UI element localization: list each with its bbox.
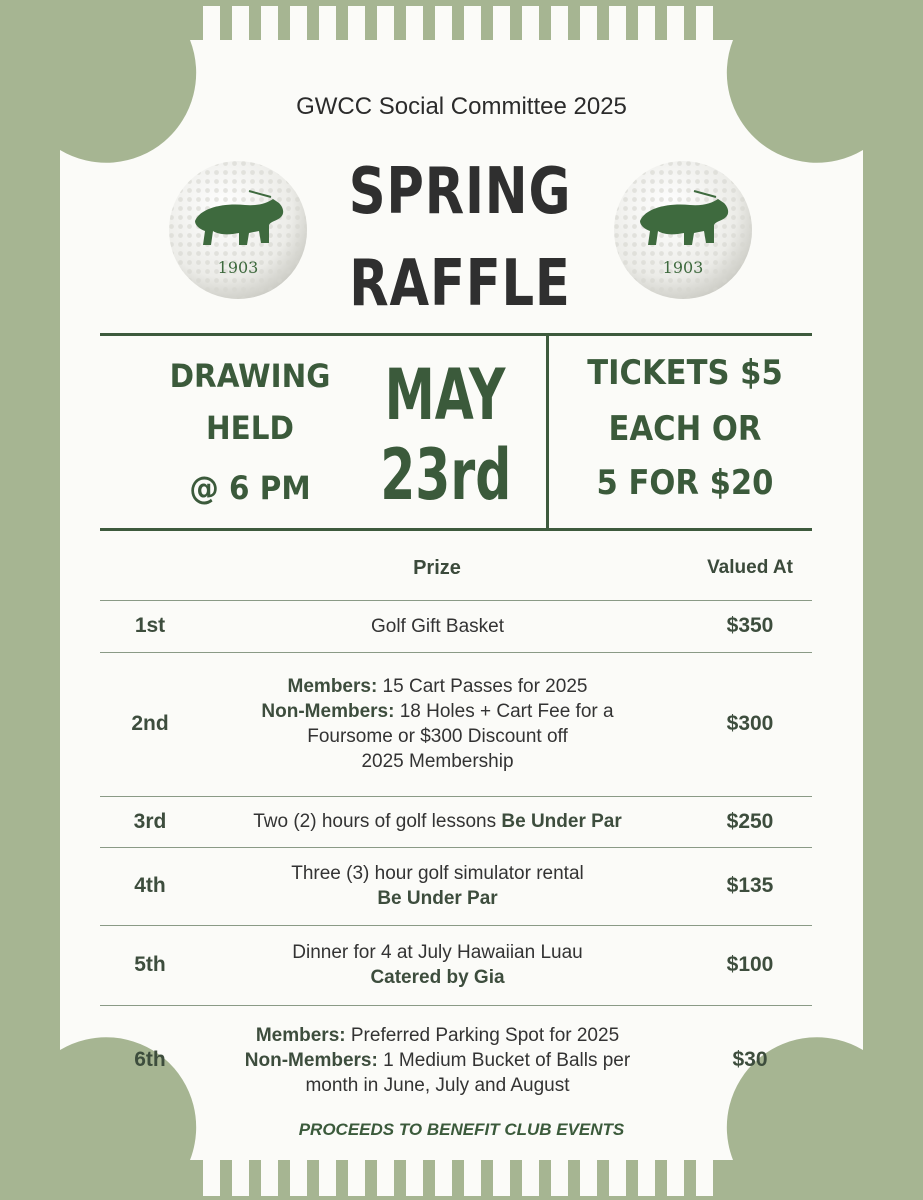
ticket-tooth	[319, 1156, 336, 1196]
value-column-header: Valued At	[707, 557, 793, 578]
table-row	[100, 847, 812, 925]
info-top-rule	[100, 333, 812, 336]
description-line	[200, 614, 675, 639]
prize-description	[200, 1023, 675, 1098]
description-text: Foursome or $300 Discount off	[307, 726, 568, 747]
description-text: Three (3) hour golf simulator rental	[291, 863, 584, 884]
prize-value: $135	[726, 874, 774, 897]
ticket-tooth	[580, 1156, 597, 1196]
tickets-line-2: EACH OR	[608, 409, 762, 449]
description-bold: Catered by Gia	[370, 967, 505, 988]
drawing-line-1: DRAWING	[169, 357, 331, 395]
ticket-tooth	[638, 1156, 655, 1196]
table-row	[100, 796, 812, 847]
title-spring: SPRING	[348, 155, 572, 229]
footer-note: PROCEEDS TO BENEFIT CLUB EVENTS	[298, 1120, 625, 1139]
description-line	[200, 886, 675, 911]
ticket-tooth	[667, 1156, 684, 1196]
description-bold: Non-Members:	[244, 1049, 378, 1071]
description-text: Golf Gift Basket	[370, 615, 505, 637]
ticket-tooth	[377, 1156, 394, 1196]
ticket-tooth	[406, 1156, 423, 1196]
ticket-tooth	[290, 1156, 307, 1196]
description-line	[200, 965, 675, 990]
description-bold: Be Under Par	[501, 811, 622, 832]
description-bold: Members:	[287, 676, 378, 697]
ticket-tooth	[493, 1156, 510, 1196]
committee-label: GWCC Social Committee 2025	[296, 93, 627, 120]
ticket-tooth	[609, 1156, 626, 1196]
prize-value: $100	[726, 953, 774, 976]
ticket-tooth	[261, 1156, 278, 1196]
description-line	[200, 809, 675, 834]
ticket-tooth	[464, 1156, 481, 1196]
ticket-tooth	[348, 1156, 365, 1196]
date-day: 23rd	[380, 434, 512, 516]
drawing-line-3: @ 6 PM	[189, 469, 311, 507]
description-text: Dinner for 4 at July Hawaiian Luau	[292, 942, 583, 963]
prize-place: 1st	[134, 614, 166, 637]
table-row	[100, 1005, 812, 1115]
date-month: MAY	[384, 354, 506, 436]
description-text: 1 Medium Bucket of Balls per	[377, 1049, 631, 1071]
description-text: 2025 Membership	[361, 751, 514, 772]
description-line	[200, 861, 675, 886]
tickets-line-3: 5 FOR $20	[596, 463, 774, 503]
description-line	[200, 1023, 675, 1048]
description-bold: Members:	[255, 1024, 346, 1046]
drawing-line-2: HELD	[206, 409, 294, 447]
ticket-tooth	[232, 1156, 249, 1196]
info-divider	[546, 336, 549, 528]
prize-description	[200, 861, 675, 911]
prize-place: 5th	[134, 953, 166, 976]
info-bottom-rule	[100, 528, 812, 531]
description-line	[200, 1073, 675, 1098]
description-line	[200, 1048, 675, 1073]
description-line	[200, 724, 675, 749]
description-bold: Be Under Par	[377, 888, 498, 909]
ticket-tooth	[203, 1156, 220, 1196]
prize-description	[200, 674, 675, 774]
description-line	[200, 940, 675, 965]
prize-place: 2nd	[131, 712, 169, 735]
prize-place: 4th	[134, 874, 166, 897]
table-row	[100, 600, 812, 652]
ticket-tooth	[435, 1156, 452, 1196]
prize-description	[200, 614, 675, 639]
prize-value: $250	[726, 809, 774, 833]
description-line	[200, 674, 675, 699]
golf-ball-logo-right	[612, 159, 754, 301]
svg-text:1903: 1903	[662, 258, 704, 277]
description-text: 15 Cart Passes for 2025	[377, 676, 588, 697]
description-text: Two (2) hours of golf lessons	[253, 811, 502, 832]
description-line	[200, 699, 675, 724]
prize-description	[200, 809, 675, 834]
prize-value: $30	[732, 1048, 768, 1071]
prize-place: 3rd	[133, 809, 167, 833]
description-line	[200, 749, 675, 774]
table-row	[100, 652, 812, 796]
tickets-line-1: TICKETS $5	[587, 353, 783, 393]
description-text: Preferred Parking Spot for 2025	[345, 1024, 620, 1046]
table-row	[100, 925, 812, 1005]
title-raffle: RAFFLE	[349, 247, 571, 321]
golf-ball-logo-left	[167, 159, 309, 301]
ticket-tooth	[551, 1156, 568, 1196]
ticket-tooth	[522, 1156, 539, 1196]
prize-value: $350	[726, 614, 774, 637]
svg-text:1903: 1903	[217, 258, 259, 277]
description-text: month in June, July and August	[305, 1074, 570, 1096]
prize-place: 6th	[134, 1048, 166, 1071]
description-text: 18 Holes + Cart Fee for a	[394, 701, 614, 722]
prize-column-header: Prize	[413, 557, 461, 579]
description-bold: Non-Members:	[261, 701, 395, 722]
prize-description	[200, 940, 675, 990]
prize-value: $300	[726, 712, 774, 735]
ticket-tooth	[696, 1156, 713, 1196]
